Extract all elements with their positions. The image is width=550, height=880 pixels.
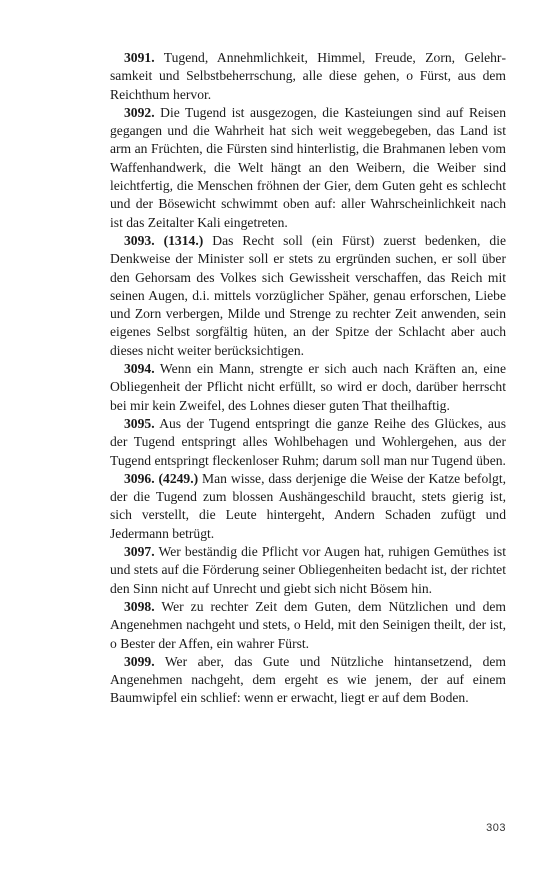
verse-number: 3098.: [124, 598, 155, 614]
verse-3094: [110, 360, 506, 415]
verse-number: 3097.: [124, 544, 155, 560]
verse-number: 3094.: [124, 361, 155, 377]
verse-text: Aus der Tugend entspringt die ganze Reihe des Glückes, aus der Tugend entspringt alles Wohlbehagen und Wohlergehen, aus der Tugend entspringt fleckenloser Ruhm; darum soll man nur Tugend üben.: [110, 415, 506, 468]
verse-number: 3092.: [124, 104, 155, 120]
verse-3091: [110, 49, 506, 104]
verse-number: 3099.: [124, 653, 155, 669]
verse-text: Wenn ein Mann, strengte er sich auch nach Kräften an, eine Obliegenheit der Pflicht nicht erfüllt, so wird er doch, darüber herrscht bei mir kein Zweifel, des Lohnes dieser guten That theilhaftig.: [110, 361, 506, 413]
verse-text: Man wisse, dass derjenige die Weise der Katze befolgt, der die Tugend zum blossen Aushängeschild braucht, stets gierig ist, sich verstellt, die Leute hintergeht, Andern Schaden zufügt und Jedermann betrügt.: [110, 470, 506, 541]
verse-number: 3091.: [124, 50, 155, 65]
verse-3095: [110, 415, 506, 470]
verse-text: Tugend, Annehmlichkeit, Himmel, Freude, Zorn, Gelehrsamkeit und Selbstbeherrschung, alle diese gehen, o Fürst, aus dem Reichthum hervor.: [110, 50, 506, 102]
page-body: [110, 49, 506, 708]
verse-text: Wer zu rechter Zeit dem Guten, dem Nützlichen und dem Angenehmen nachgeht und stets, o Held, mit den Seinigen theilt, der ist, o Bester der Affen, ein wahrer Fürst.: [110, 598, 506, 651]
verse-3096: [110, 470, 506, 543]
verse-3099: [110, 653, 506, 708]
verse-text: Das Recht soll (ein Fürst) zuerst bedenken, die Denkweise der Minister soll er stets zu ergründen suchen, er soll über den Gehorsam des Volkes sich Gewissheit verschaffen, das Reich mit seinen Augen, d.i. mittels vorzüglicher Späher, genau erforschen, Liebe und Zorn verbergen, Milde und Strenge zu rechter Zeit anwenden, sein eigenes Selbst sorgfältig hüten, an der Spitze der Schlacht aber auch dieses nicht weiter berücksichtigen.: [110, 232, 507, 358]
verse-3098: [110, 598, 506, 653]
verse-3097: [110, 543, 506, 598]
verse-text: Wer beständig die Pflicht vor Augen hat, ruhigen Gemüthes ist und stets auf die Förderung seiner Obliegenheiten bedacht ist, der richtet den Sinn nicht auf Unrecht und giebt sich nicht Bösem hin.: [110, 544, 506, 596]
verse-3092: [110, 104, 506, 232]
verse-3093: [110, 232, 506, 360]
verse-number: 3093. (1314.): [124, 232, 204, 248]
verse-number: 3095.: [124, 415, 155, 431]
verse-text: Wer aber, das Gute und Nützliche hintansetzend, dem Angenehmen nachgeht, dem ergeht es wie jenem, der auf einem Baumwipfel ein schlief: wenn er erwacht, liegt er auf dem Boden.: [110, 653, 506, 706]
verse-text: Die Tugend ist ausgezogen, die Kasteiungen sind auf Reisen gegangen und die Wahrheit hat sich weit weggebegeben, das Land ist arm an Früchten, die Fürsten sind hinterlistig, die Brahmanen leben vom Waffenhandwerk, die Welt hängt an den Weibern, die Weiber sind leichtfertig, die Menschen fröhnen der Gier, dem Guten geht es schlecht und der Bösewicht schwimmt oben auf: aller Wahrscheinlichkeit nach ist das Zeitalter Kali eingetreten.: [110, 104, 506, 230]
verse-number: 3096. (4249.): [124, 470, 199, 486]
page-number: 303: [486, 822, 506, 834]
